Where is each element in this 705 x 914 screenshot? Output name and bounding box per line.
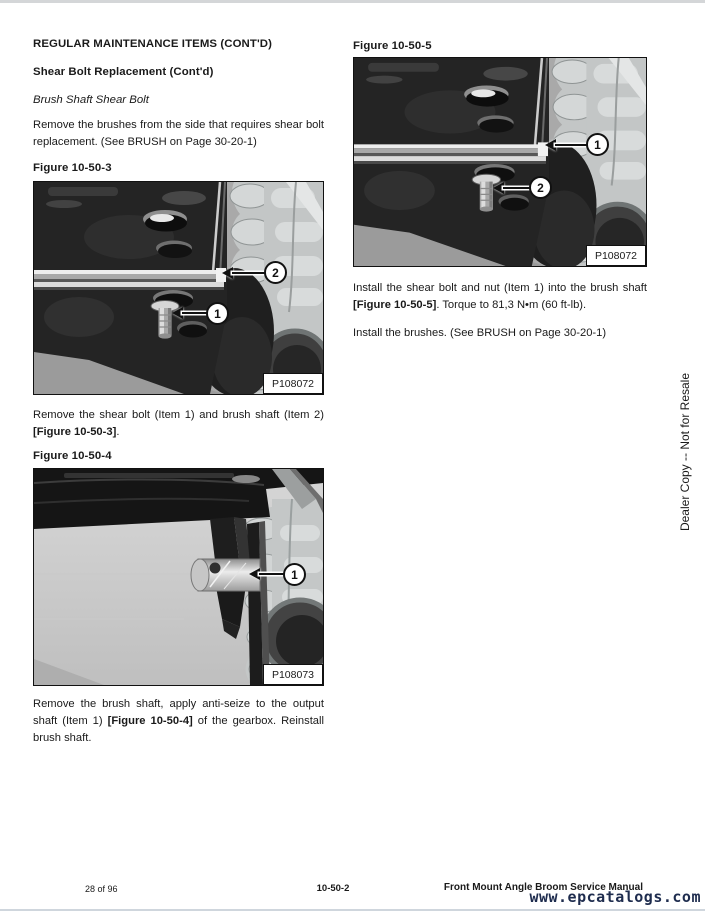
figure-10-50-4: [33, 468, 324, 686]
output-shaft-photo: [34, 469, 323, 685]
paragraph-reinstall-brush-shaft: [33, 696, 324, 747]
callout-number: 1: [594, 137, 601, 152]
callout-number: 2: [272, 265, 279, 280]
paragraph-install-brushes: Install the brushes. (See BRUSH on Page 30-20-1): [353, 327, 607, 339]
photo-id-label: P108072: [586, 245, 646, 266]
page-bottom-edge: [0, 909, 705, 911]
section-heading: REGULAR MAINTENANCE ITEMS (CONT'D): [33, 38, 272, 50]
dealer-copy-note: Dealer Copy -- Not for Resale: [678, 372, 692, 532]
figure-label-10-50-4: Figure 10-50-4: [33, 450, 112, 462]
photo-id-label: P108072: [263, 373, 323, 394]
callout-1: [206, 302, 229, 325]
figure-10-50-3: [33, 181, 324, 395]
callout-arrow-line: [555, 144, 587, 147]
subsection-heading: Shear Bolt Replacement (Cont'd): [33, 66, 214, 78]
page-top-edge: [0, 0, 705, 3]
callout-number: 1: [214, 306, 221, 321]
figure-label-10-50-5: Figure 10-50-5: [353, 40, 432, 52]
paragraph-install-shear-bolt: [353, 280, 647, 314]
callout-number: 1: [291, 567, 298, 582]
callout-1: [586, 133, 609, 156]
gearbox-shear-bolt-photo: [34, 182, 323, 394]
text-segment: Remove the brush shaft, apply anti-seize to the output shaft (Item 1): [33, 698, 324, 727]
callout-arrow-line: [259, 573, 284, 576]
paragraph-remove-shear-bolt: [33, 407, 324, 441]
text-segment: Install the shear bolt and nut (Item 1) into the brush shaft: [353, 282, 647, 294]
paragraph-remove-brushes: Remove the brushes from the side that requires shear bolt replacement. (See BRUSH on Page 30-20-1): [33, 119, 324, 148]
topic-heading: Brush Shaft Shear Bolt: [33, 94, 149, 106]
gearbox-shear-bolt-photo: [354, 58, 646, 266]
figure-reference: [Figure 10-50-5]: [353, 299, 437, 311]
text-segment: Remove the shear bolt (Item 1) and brush shaft (Item 2): [33, 409, 324, 421]
photo-id-label: P108073: [263, 664, 323, 685]
callout-arrow-line: [232, 272, 265, 275]
footer-page-info: 28 of 96: [85, 884, 118, 894]
callout-2: [529, 176, 552, 199]
figure-label-10-50-3: Figure 10-50-3: [33, 162, 112, 174]
text-segment: . Torque to 81,3 N•m (60 ft-lb).: [436, 299, 587, 311]
figure-reference: [Figure 10-50-4]: [107, 715, 193, 727]
text-segment: of the gearbox. Reinstall brush shaft.: [33, 715, 324, 744]
figure-reference: [Figure 10-50-3]: [33, 426, 117, 438]
figure-10-50-5: [353, 57, 647, 267]
callout-2: [264, 261, 287, 284]
watermark-link[interactable]: www.epcatalogs.com: [529, 888, 701, 906]
callout-arrow-line: [182, 312, 207, 315]
footer-page-code: 10-50-2: [316, 883, 350, 894]
text-segment: .: [116, 426, 120, 438]
callout-1: [283, 563, 306, 586]
callout-arrow-line: [503, 187, 530, 190]
footer-manual-title: Front Mount Angle Broom Service Manual: [443, 882, 643, 893]
callout-number: 2: [537, 180, 544, 195]
